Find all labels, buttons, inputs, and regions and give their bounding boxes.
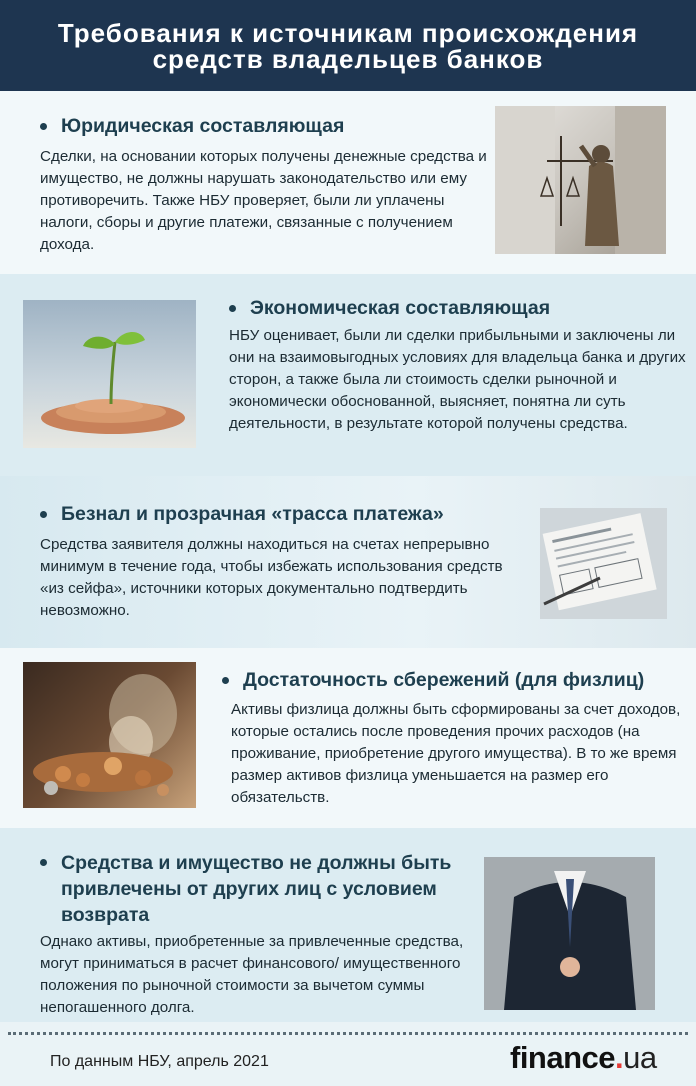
footer-divider [8, 1032, 688, 1035]
section-legal-title [40, 114, 480, 138]
logo-main: finance [510, 1040, 616, 1075]
section-title-text: Достаточность сбережений (для физлиц) [243, 669, 645, 691]
coin-jar-spilled-icon [23, 662, 196, 808]
section-savings-title [222, 668, 692, 692]
section-legal-text: Сделки, на основании которых получены денежные средства и имущество, не должны нарушать законодательство или ему противоречить. Также НБУ проверяет, были ли уплачены налоги, сборы и другие платежи, связанные с получением дохода. [40, 148, 487, 253]
section-economic-title [229, 296, 669, 320]
section-borrowed-text: Однако активы, приобретенные за привлеченные средства, могут приниматься в расчет финансового/ имущественного положения по рыночной стоимости за вычетом суммы непогашенного долга. [40, 933, 464, 1016]
lady-justice-statue-icon [495, 106, 666, 254]
bullet-icon [40, 511, 47, 518]
section-transparency-text: Средства заявителя должны находиться на счетах непрерывно минимум в течение года, чтобы избежать использования средств «из сейфа», источники которых документально подтвердить невозможно. [40, 536, 503, 619]
section-economic-text: НБУ оценивает, были ли сделки прибыльными и заключены ли они на взаимовыгодных условиях для владельца банка и других сторон, а также была ли стоимость сделки рыночной и экономически обоснованной, выясняет, понятна ли суть деятельности, в результате которой получены средства. [229, 327, 686, 432]
section-transparency-title [40, 502, 520, 526]
logo-dot: . [615, 1040, 624, 1075]
bullet-icon [40, 123, 47, 130]
section-title-text: Экономическая составляющая [250, 297, 551, 319]
section-borrowed-title [40, 850, 460, 928]
section-title-text: Средства и имущество не должны быть привлечены от других лиц с условием возврата [61, 852, 452, 926]
page-header [0, 0, 696, 91]
logo-tld: ua [623, 1040, 657, 1075]
plant-sprout-on-coins-icon [23, 300, 196, 448]
finance-ua-logo[interactable] [510, 1040, 657, 1076]
bullet-icon [40, 859, 47, 866]
financial-documents-icon [540, 508, 667, 619]
section-title-text: Юридическая составляющая [61, 115, 345, 137]
section-savings-text: Активы физлица должны быть сформированы за счет доходов, которые остались после проведения прочих расходов (на проживание, приобретение другого имущества). В то же время размер активов физлица уменьшается на размер его обязательств. [231, 701, 681, 806]
page-title: Требования к источникам происхождения средств владельцев банков [57, 17, 639, 74]
bullet-icon [229, 305, 236, 312]
section-title-text: Безнал и прозрачная «трасса платежа» [61, 503, 444, 525]
bullet-icon [222, 677, 229, 684]
businessman-suit-icon [484, 857, 655, 1010]
source-note: По данным НБУ, апрель 2021 [50, 1053, 269, 1070]
